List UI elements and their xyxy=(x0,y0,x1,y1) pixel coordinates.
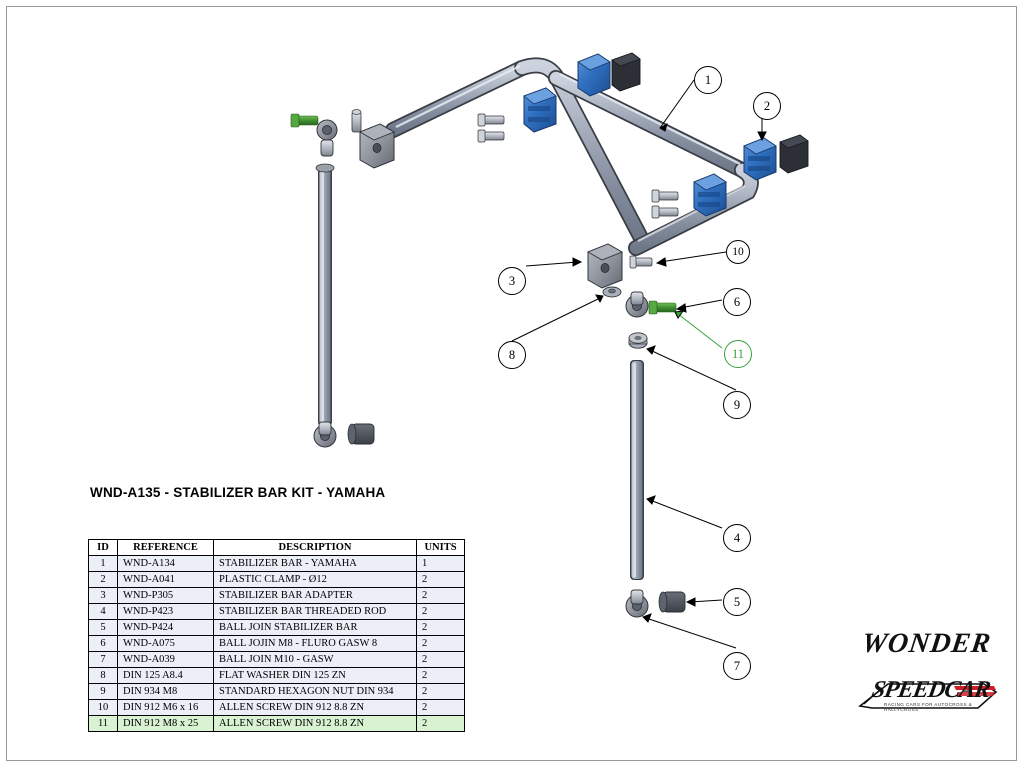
cell-reference: DIN 912 M6 x 16 xyxy=(118,700,214,716)
cell-units: 2 xyxy=(417,588,465,604)
table-row xyxy=(89,556,465,572)
cell-reference: WND-A041 xyxy=(118,572,214,588)
cell-description: FLAT WASHER DIN 125 ZN xyxy=(214,668,417,684)
table-header-units: UNITS xyxy=(417,540,465,556)
callout-7[interactable] xyxy=(723,652,751,680)
cell-id: 8 xyxy=(89,668,118,684)
callout-label: 10 xyxy=(732,246,744,258)
cell-description: BALL JOJIN M8 - FLURO GASW 8 xyxy=(214,636,417,652)
cell-description: ALLEN SCREW DIN 912 8.8 ZN xyxy=(214,700,417,716)
table-row xyxy=(89,652,465,668)
table-row xyxy=(89,668,465,684)
cell-units: 2 xyxy=(417,684,465,700)
cell-description: BALL JOIN M10 - GASW xyxy=(214,652,417,668)
table-row xyxy=(89,604,465,620)
callout-label: 3 xyxy=(508,274,516,288)
cell-id: 1 xyxy=(89,556,118,572)
speedcar-logo xyxy=(858,676,1003,716)
cell-reference: WND-P424 xyxy=(118,620,214,636)
callout-2[interactable] xyxy=(753,92,781,120)
wonder-logo: WONDER xyxy=(859,628,994,659)
cell-units: 2 xyxy=(417,652,465,668)
cell-description: STABILIZER BAR - YAMAHA xyxy=(214,556,417,572)
cell-id: 7 xyxy=(89,652,118,668)
cell-id: 4 xyxy=(89,604,118,620)
cell-units: 1 xyxy=(417,556,465,572)
cell-reference: DIN 934 M8 xyxy=(118,684,214,700)
parts-table xyxy=(88,539,465,732)
callout-4[interactable] xyxy=(723,524,751,552)
callout-5[interactable] xyxy=(723,588,751,616)
cell-description: STABILIZER BAR THREADED ROD xyxy=(214,604,417,620)
cell-reference: DIN 125 A8.4 xyxy=(118,668,214,684)
table-header-id: ID xyxy=(89,540,118,556)
cell-description: ALLEN SCREW DIN 912 8.8 ZN xyxy=(214,716,417,732)
table-header-description: DESCRIPTION xyxy=(214,540,417,556)
speedcar-wordmark: SPEEDCAR xyxy=(869,677,992,703)
callout-3[interactable] xyxy=(498,267,526,295)
table-row xyxy=(89,572,465,588)
cell-units: 2 xyxy=(417,572,465,588)
callout-10[interactable] xyxy=(726,240,750,264)
cell-description: STABILIZER BAR ADAPTER xyxy=(214,588,417,604)
callout-label: 6 xyxy=(733,295,741,309)
cell-units: 2 xyxy=(417,620,465,636)
callout-8[interactable] xyxy=(498,341,526,369)
callout-11[interactable] xyxy=(724,340,752,368)
table-header-reference: REFERENCE xyxy=(118,540,214,556)
cell-description: BALL JOIN STABILIZER BAR xyxy=(214,620,417,636)
table-row xyxy=(89,700,465,716)
callout-9[interactable] xyxy=(723,391,751,419)
cell-units: 2 xyxy=(417,636,465,652)
cell-id: 5 xyxy=(89,620,118,636)
cell-reference: WND-A134 xyxy=(118,556,214,572)
cell-id: 2 xyxy=(89,572,118,588)
table-row xyxy=(89,588,465,604)
table-header-row xyxy=(89,540,465,556)
cell-units: 2 xyxy=(417,668,465,684)
cell-reference: WND-A039 xyxy=(118,652,214,668)
cell-description: STANDARD HEXAGON NUT DIN 934 xyxy=(214,684,417,700)
callout-label: 5 xyxy=(733,595,741,609)
cell-reference: WND-P305 xyxy=(118,588,214,604)
page-title: WND-A135 - STABILIZER BAR KIT - YAMAHA xyxy=(90,485,386,500)
cell-id: 3 xyxy=(89,588,118,604)
callout-label: 2 xyxy=(763,99,771,113)
cell-reference: WND-A075 xyxy=(118,636,214,652)
callout-label: 11 xyxy=(731,347,745,361)
callout-6[interactable] xyxy=(723,288,751,316)
speedcar-tagline: RACING CARS FOR AUTOCROSS & RALLYCROSS xyxy=(884,702,973,712)
callout-1[interactable] xyxy=(694,66,722,94)
cell-id: 10 xyxy=(89,700,118,716)
callout-label: 1 xyxy=(704,73,712,87)
cell-id: 6 xyxy=(89,636,118,652)
table-row xyxy=(89,636,465,652)
callout-label: 7 xyxy=(733,659,741,673)
cell-id: 9 xyxy=(89,684,118,700)
callout-label: 8 xyxy=(508,348,516,362)
cell-id: 11 xyxy=(89,716,118,732)
cell-units: 2 xyxy=(417,716,465,732)
cell-units: 2 xyxy=(417,700,465,716)
callout-label: 4 xyxy=(733,531,741,545)
cell-reference: DIN 912 M8 x 25 xyxy=(118,716,214,732)
cell-description: PLASTIC CLAMP - Ø12 xyxy=(214,572,417,588)
table-row xyxy=(89,620,465,636)
callout-label: 9 xyxy=(733,398,741,412)
cell-units: 2 xyxy=(417,604,465,620)
table-row-highlighted xyxy=(89,716,465,732)
table-row xyxy=(89,684,465,700)
cell-reference: WND-P423 xyxy=(118,604,214,620)
